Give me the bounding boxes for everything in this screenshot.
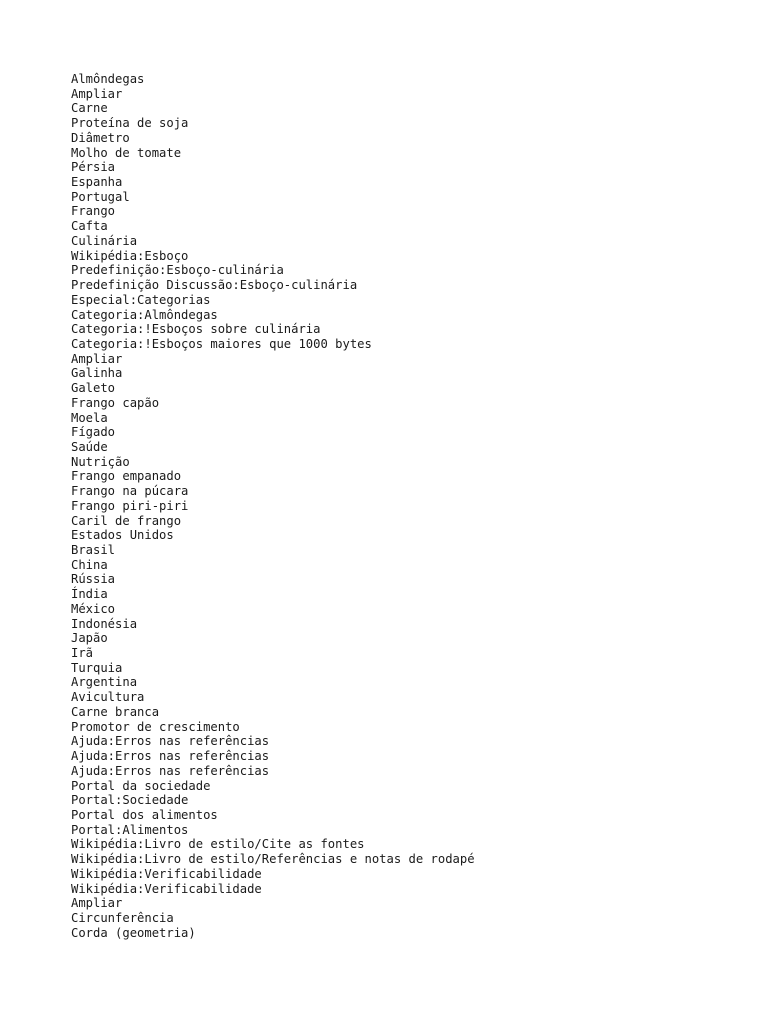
text-line: Culinária (71, 233, 138, 248)
text-line: Circunferência (71, 910, 174, 925)
text-line: Promotor de crescimento (71, 719, 240, 734)
text-line: Corda (geometria) (71, 925, 196, 940)
text-line: Wikipédia:Verificabilidade (71, 881, 262, 896)
text-line: Wikipédia:Livro de estilo/Cite as fontes (71, 837, 365, 852)
text-line: Portal da sociedade (71, 778, 211, 793)
text-line: Frango (71, 204, 116, 219)
text-line: Galinha (71, 366, 123, 381)
text-line: Saúde (71, 439, 108, 454)
text-line: Wikipédia:Livro de estilo/Referências e notas de rodapé (71, 852, 475, 867)
text-line: Japão (71, 631, 108, 646)
text-line: Ampliar (71, 351, 123, 366)
text-line: Categoria:!Esboços maiores que 1000 bytes (71, 336, 372, 351)
text-line: Portugal (71, 189, 130, 204)
text-line: Estados Unidos (71, 528, 174, 543)
text-line: China (71, 557, 108, 572)
text-line: Ampliar (71, 86, 123, 101)
text-line: Irã (71, 646, 94, 661)
text-line: Predefinição:Esboço-culinária (71, 263, 284, 278)
text-line: Proteína de soja (71, 116, 189, 131)
text-line: Rússia (71, 572, 116, 587)
text-line: Molho de tomate (71, 145, 182, 160)
text-line: Ajuda:Erros nas referências (71, 749, 270, 764)
text-line: Carne (71, 101, 108, 116)
text-line: Frango empanado (71, 469, 182, 484)
text-line: Moela (71, 410, 108, 425)
text-line: Categoria:!Esboços sobre culinária (71, 322, 321, 337)
text-line: Espanha (71, 175, 123, 190)
text-line: Cafta (71, 219, 108, 234)
text-line: Portal:Sociedade (71, 793, 189, 808)
text-line: Caril de frango (71, 513, 182, 528)
text-line: Ajuda:Erros nas referências (71, 734, 270, 749)
text-line: Brasil (71, 543, 116, 557)
text-line: Avicultura (71, 690, 145, 705)
text-line: Argentina (71, 675, 138, 690)
text-line: Nutrição (71, 454, 130, 469)
text-line: Carne branca (71, 704, 160, 719)
text-line: Ajuda:Erros nas referências (71, 763, 270, 778)
text-line: Especial:Categorias (71, 292, 211, 307)
text-line: Predefinição Discussão:Esboço-culinária (71, 278, 358, 293)
text-line: Frango na púcara (71, 484, 189, 499)
text-line: Frango capão (71, 395, 160, 410)
text-line: Categoria:Almôndegas (71, 307, 218, 322)
text-line: Turquia (71, 660, 123, 675)
text-line: Diâmetro (71, 130, 130, 145)
text-line: Portal dos alimentos (71, 807, 218, 822)
text-line: Fígado (71, 425, 116, 440)
text-line: Portal:Alimentos (71, 822, 189, 837)
text-line: Almôndegas (71, 72, 145, 86)
text-line: Pérsia (71, 160, 116, 175)
text-line: Wikipédia:Esboço (71, 248, 189, 263)
text-line: Galeto (71, 381, 116, 396)
text-line: Ampliar (71, 896, 123, 911)
text-line: Frango piri-piri (71, 498, 189, 513)
text-line: Wikipédia:Verificabilidade (71, 866, 262, 881)
text-line-list (71, 72, 475, 940)
text-line: Indonésia (71, 616, 138, 631)
text-line: Índia (71, 587, 108, 602)
text-line: México (71, 601, 116, 616)
